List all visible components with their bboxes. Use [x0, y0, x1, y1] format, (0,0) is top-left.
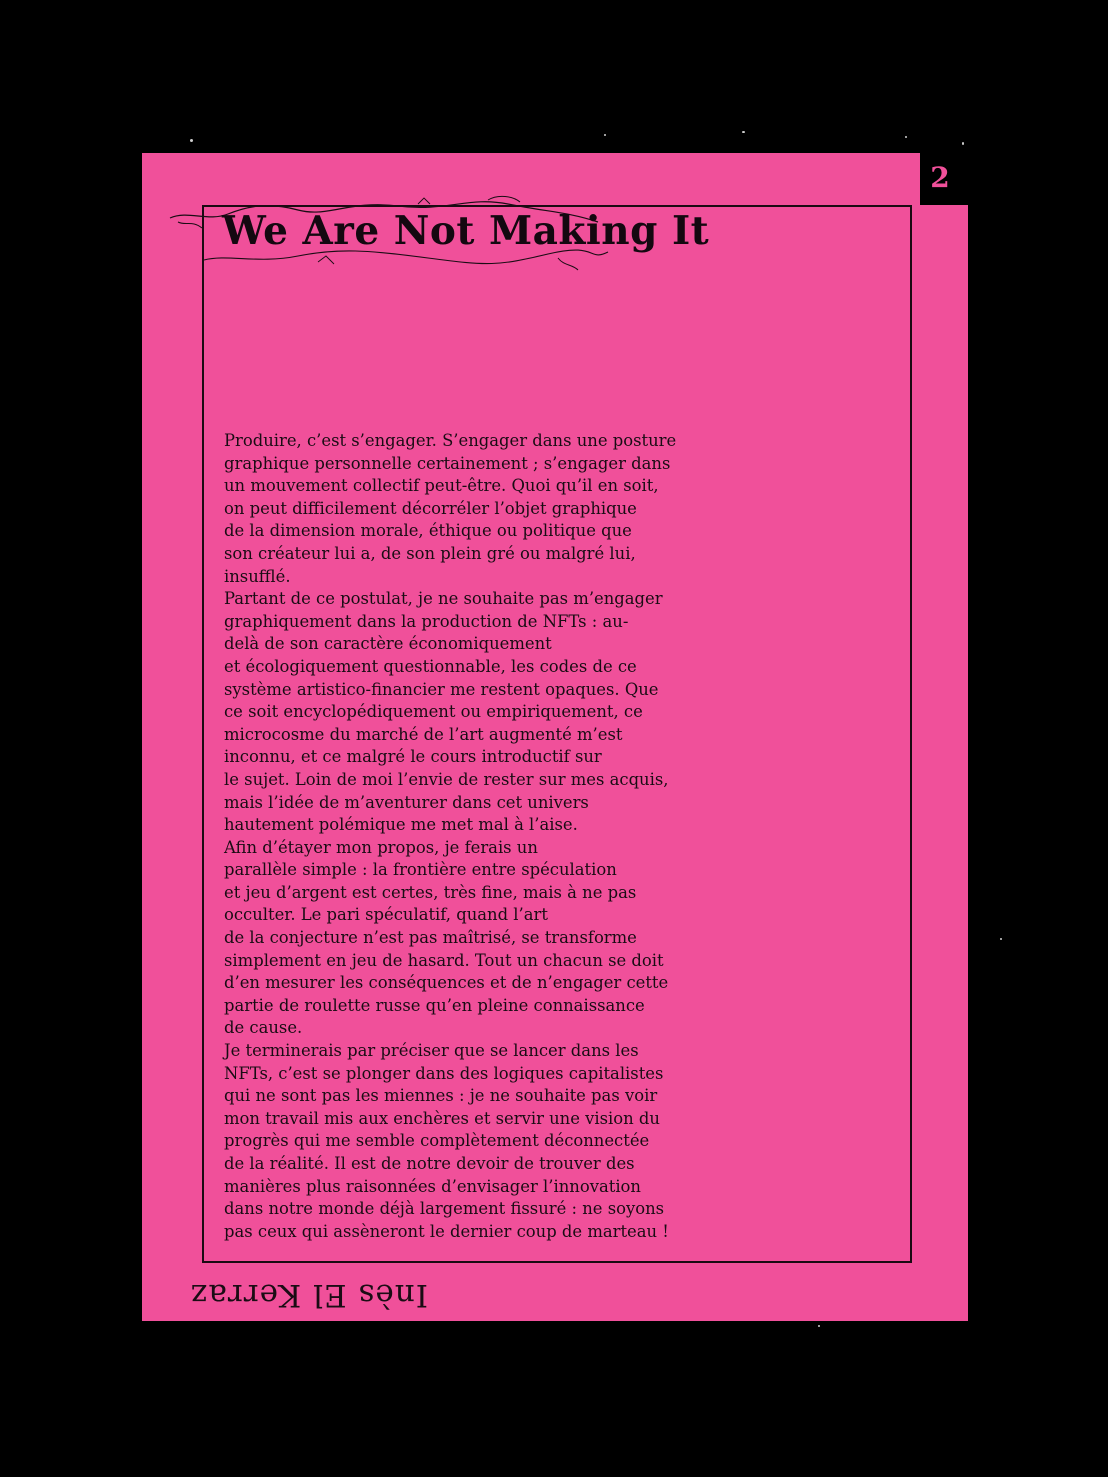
body-line: système artistico-financier me restent opaques. Que: [224, 679, 659, 699]
body-line: qui ne sont pas les miennes : je ne souhaite pas voir: [224, 1086, 658, 1106]
dust-speck: [742, 131, 745, 133]
body-line: d’en mesurer les conséquences et de n’engager cette: [224, 973, 669, 993]
dust-speck: [604, 134, 606, 136]
body-line: de la conjecture n’est pas maîtrisé, se transforme: [224, 928, 637, 948]
article-title: We Are Not Making It: [222, 208, 710, 254]
body-line: mon travail mis aux enchères et servir une vision du: [224, 1108, 660, 1128]
dust-speck: [905, 136, 907, 138]
body-line: partie de roulette russe qu’en pleine connaissance: [224, 995, 645, 1015]
body-line: pas ceux qui assèneront le dernier coup de marteau !: [224, 1221, 669, 1241]
body-line: manières plus raisonnées d’envisager l’innovation: [224, 1176, 641, 1196]
dust-speck: [1000, 938, 1002, 940]
article-body: [224, 430, 677, 1243]
body-line: un mouvement collectif peut-être. Quoi qu’il en soit,: [224, 476, 659, 496]
body-line: microcosme du marché de l’art augmenté m’est: [224, 724, 623, 744]
body-line: graphiquement dans la production de NFTs : au-: [224, 611, 629, 631]
body-line: dans notre monde déjà largement fissuré : ne soyons: [224, 1199, 665, 1219]
body-line: parallèle simple : la frontière entre spéculation: [224, 860, 617, 880]
body-line: mais l’idée de m’aventurer dans cet univers: [224, 792, 589, 812]
body-line: le sujet. Loin de moi l’envie de rester sur mes acquis,: [224, 769, 669, 789]
title-block: [168, 192, 710, 272]
body-line: son créateur lui a, de son plein gré ou malgré lui,: [224, 543, 636, 563]
body-line: de la réalité. Il est de notre devoir de trouver des: [224, 1154, 635, 1173]
body-line: graphique personnelle certainement ; s’engager dans: [224, 453, 671, 473]
body-line: hautement polémique me met mal à l’aise.: [224, 815, 578, 835]
author-name: Inès El Kerraz: [190, 1277, 428, 1313]
page-number: 2: [930, 161, 950, 194]
body-line: Produire, c’est s’engager. S’engager dans une posture: [224, 431, 677, 450]
body-line: de cause.: [224, 1018, 303, 1038]
body-line: insufflé.: [224, 566, 291, 586]
body-line: delà de son caractère économiquement: [224, 634, 552, 654]
body-line: on peut difficilement décorréler l’objet graphique: [224, 498, 637, 518]
dust-speck: [190, 139, 193, 142]
body-line: ce soit encyclopédiquement ou empiriquement, ce: [224, 702, 643, 722]
body-line: NFTs, c’est se plonger dans des logiques capitalistes: [224, 1063, 664, 1083]
body-line: Partant de ce postulat, je ne souhaite pas m’engager: [224, 589, 663, 609]
dust-speck: [962, 142, 964, 145]
body-line: simplement en jeu de hasard. Tout un chacun se doit: [224, 950, 664, 970]
body-line: occulter. Le pari spéculatif, quand l’art: [224, 905, 548, 925]
body-line: Afin d’étayer mon propos, je ferais un: [224, 837, 538, 857]
body-line: inconnu, et ce malgré le cours introductif sur: [224, 747, 602, 767]
dust-speck: [818, 1325, 820, 1327]
body-line: et écologiquement questionnable, les codes de ce: [224, 656, 637, 676]
body-line: Je terminerais par préciser que se lancer dans les: [224, 1041, 639, 1061]
body-line: progrès qui me semble complètement déconnectée: [224, 1131, 650, 1151]
body-line: de la dimension morale, éthique ou politique que: [224, 521, 632, 541]
body-line: et jeu d’argent est certes, très fine, mais à ne pas: [224, 882, 637, 902]
